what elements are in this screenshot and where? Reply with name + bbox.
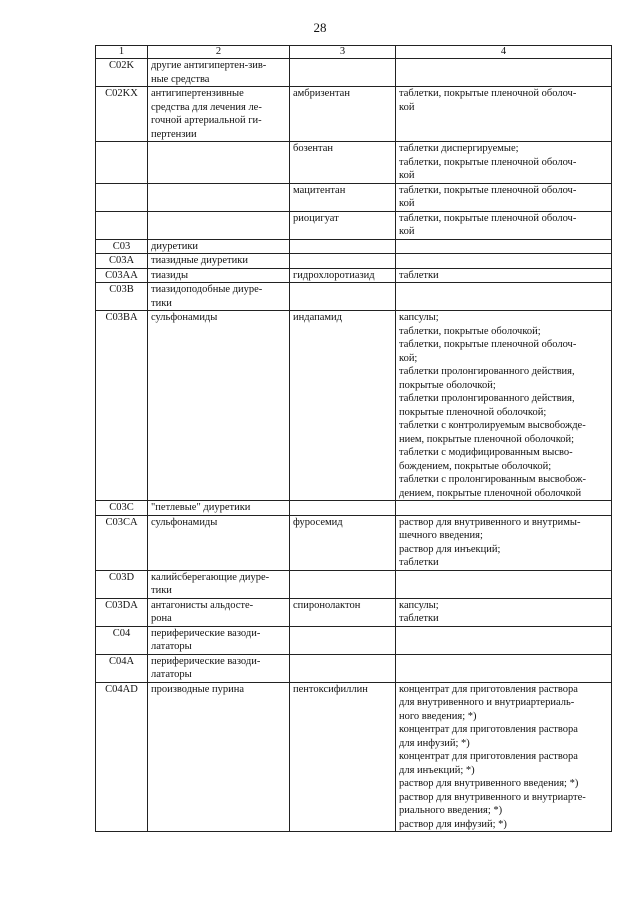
cell-text-line: тиазидоподобные диуре- xyxy=(151,284,263,295)
cell-text-line: таблетки с контролируемым высвобожде- xyxy=(399,420,586,431)
group-name-cell xyxy=(148,654,290,682)
cell-text-line: мацитентан xyxy=(293,184,346,196)
cell-text-line: капсулы; xyxy=(399,599,439,611)
atc-code-cell: C04A xyxy=(96,654,148,682)
group-name-cell xyxy=(148,626,290,654)
group-name-cell xyxy=(148,515,290,570)
atc-code-cell: C03AA xyxy=(96,268,148,283)
group-name-cell xyxy=(148,142,290,184)
cell-text-line: таблетки пролонгированного действия, xyxy=(399,393,575,404)
atc-code-cell xyxy=(96,211,148,239)
table-row xyxy=(96,142,612,184)
cell-text-line: тики xyxy=(151,297,172,309)
cell-text-line: таблетки пролонгированного действия, xyxy=(399,366,575,377)
atc-code-cell: C03CA xyxy=(96,515,148,570)
cell-text-line: раствор для внутривенного введения; *) xyxy=(399,778,579,789)
cell-text-line: таблетки, покрытые пленочной оболоч- xyxy=(399,184,577,196)
atc-code-cell: C03A xyxy=(96,254,148,269)
dosage-form-cell xyxy=(396,515,612,570)
cell-text-line: нием, покрытые пленочной оболочкой; xyxy=(399,433,575,445)
cell-text-line: лататоры xyxy=(151,669,192,680)
table-row xyxy=(96,254,612,269)
cell-text-line: пертензии xyxy=(151,128,197,140)
dosage-form-cell xyxy=(396,626,612,654)
group-name-cell xyxy=(148,501,290,516)
drug-table xyxy=(95,45,612,832)
atc-code-cell: C03DA xyxy=(96,598,148,626)
table-row xyxy=(96,311,612,501)
drug-name-cell xyxy=(290,311,396,501)
cell-text-line: тиазидные диуретики xyxy=(151,255,248,266)
cell-text-line: для инфузий; *) xyxy=(399,737,470,749)
dosage-form-cell xyxy=(396,268,612,283)
cell-text-line: индапамид xyxy=(293,312,342,323)
group-name-cell xyxy=(148,283,290,311)
drug-name-cell xyxy=(290,211,396,239)
cell-text-line: сульфонамиды xyxy=(151,516,218,528)
cell-text-line: другие антигипертен-зив- xyxy=(151,60,267,71)
cell-text-line: таблетки диспергируемые; xyxy=(399,143,519,154)
column-header: 2 xyxy=(148,46,290,59)
cell-text-line: таблетки xyxy=(399,269,439,281)
table-row xyxy=(96,211,612,239)
group-name-cell xyxy=(148,239,290,254)
table-row xyxy=(96,570,612,598)
cell-text-line: капсулы; xyxy=(399,312,439,323)
group-name-cell xyxy=(148,211,290,239)
drug-name-cell xyxy=(290,283,396,311)
cell-text-line: кой xyxy=(399,198,415,209)
cell-text-line: риального введения; *) xyxy=(399,805,503,816)
atc-code-cell: C03BA xyxy=(96,311,148,501)
cell-text-line: гочной артериальной ги- xyxy=(151,115,262,126)
cell-text-line: таблетки с модифицированным высво- xyxy=(399,447,573,458)
dosage-form-cell xyxy=(396,183,612,211)
column-header: 3 xyxy=(290,46,396,59)
drug-name-cell xyxy=(290,239,396,254)
cell-text-line: тики xyxy=(151,585,172,596)
dosage-form-cell xyxy=(396,654,612,682)
cell-text-line: раствор для инфузий; *) xyxy=(399,818,507,830)
table-row xyxy=(96,682,612,832)
cell-text-line: раствор для внутривенного и внутримы- xyxy=(399,516,581,528)
dosage-form-cell xyxy=(396,283,612,311)
cell-text-line: фуросемид xyxy=(293,516,343,528)
drug-name-cell xyxy=(290,142,396,184)
cell-text-line: риоцигуат xyxy=(293,212,339,224)
drug-name-cell xyxy=(290,254,396,269)
group-name-cell xyxy=(148,183,290,211)
drug-name-cell xyxy=(290,268,396,283)
cell-text-line: тиазиды xyxy=(151,269,189,281)
atc-code-cell xyxy=(96,142,148,184)
drug-name-cell xyxy=(290,87,396,142)
group-name-cell xyxy=(148,87,290,142)
drug-name-cell xyxy=(290,501,396,516)
cell-text-line: таблетки xyxy=(399,557,439,568)
drug-name-cell xyxy=(290,626,396,654)
group-name-cell xyxy=(148,570,290,598)
atc-code-cell: C02K xyxy=(96,59,148,87)
table-row xyxy=(96,501,612,516)
cell-text-line: концентрат для приготовления раствора xyxy=(399,724,578,735)
cell-text-line: таблетки, покрытые пленочной оболоч- xyxy=(399,156,577,168)
cell-text-line: раствор для внутривенного и внутриарте- xyxy=(399,791,586,803)
group-name-cell xyxy=(148,268,290,283)
drug-name-cell xyxy=(290,598,396,626)
cell-text-line: концентрат для приготовления раствора xyxy=(399,751,578,762)
dosage-form-cell xyxy=(396,311,612,501)
drug-name-cell xyxy=(290,682,396,832)
cell-text-line: для инъекций; *) xyxy=(399,764,475,776)
cell-text-line: "петлевые" диуретики xyxy=(151,502,251,513)
atc-code-cell: C04 xyxy=(96,626,148,654)
table-row xyxy=(96,626,612,654)
cell-text-line: кой xyxy=(399,101,415,113)
cell-text-line: кой xyxy=(399,170,415,181)
cell-text-line: гидрохлоротиазид xyxy=(293,269,375,281)
cell-text-line: периферические вазоди- xyxy=(151,655,261,667)
dosage-form-cell xyxy=(396,254,612,269)
table-row xyxy=(96,183,612,211)
cell-text-line: концентрат для приготовления раствора xyxy=(399,683,578,695)
cell-text-line: пентоксифиллин xyxy=(293,683,368,695)
atc-code-cell: C03 xyxy=(96,239,148,254)
drug-name-cell xyxy=(290,570,396,598)
cell-text-line: кой xyxy=(399,226,415,237)
cell-text-line: таблетки, покрытые пленочной оболоч- xyxy=(399,88,577,99)
cell-text-line: бозентан xyxy=(293,143,334,154)
drug-name-cell xyxy=(290,515,396,570)
dosage-form-cell xyxy=(396,87,612,142)
atc-code-cell: C03B xyxy=(96,283,148,311)
table-row xyxy=(96,654,612,682)
cell-text-line: производные пурина xyxy=(151,683,245,695)
table-row xyxy=(96,283,612,311)
dosage-form-cell xyxy=(396,59,612,87)
group-name-cell xyxy=(148,598,290,626)
cell-text-line: для внутривенного и внутриартериаль- xyxy=(399,697,575,708)
cell-text-line: сульфонамиды xyxy=(151,312,218,323)
dosage-form-cell xyxy=(396,598,612,626)
cell-text-line: диуретики xyxy=(151,240,199,252)
page-number: 28 xyxy=(313,20,327,35)
drug-name-cell xyxy=(290,654,396,682)
table-row xyxy=(96,268,612,283)
cell-text-line: кой; xyxy=(399,352,418,364)
atc-code-cell: C04AD xyxy=(96,682,148,832)
dosage-form-cell xyxy=(396,682,612,832)
atc-code-cell: C03D xyxy=(96,570,148,598)
drug-name-cell xyxy=(290,59,396,87)
cell-text-line: периферические вазоди- xyxy=(151,627,261,639)
table-row xyxy=(96,598,612,626)
cell-text-line: дением, покрытые пленочной оболочкой xyxy=(399,487,582,499)
atc-code-cell xyxy=(96,183,148,211)
cell-text-line: ные средства xyxy=(151,73,210,85)
cell-text-line: покрытые пленочной оболочкой; xyxy=(399,406,547,418)
table-header-row xyxy=(96,46,612,59)
cell-text-line: лататоры xyxy=(151,641,192,652)
cell-text-line: антагонисты альдосте- xyxy=(151,599,254,611)
column-header: 1 xyxy=(96,46,148,59)
drug-name-cell xyxy=(290,183,396,211)
table-row xyxy=(96,59,612,87)
dosage-form-cell xyxy=(396,570,612,598)
cell-text-line: шечного введения; xyxy=(399,530,483,541)
dosage-form-cell xyxy=(396,239,612,254)
cell-text-line: бождением, покрытые оболочкой; xyxy=(399,460,552,472)
cell-text-line: средства для лечения ле- xyxy=(151,101,262,113)
cell-text-line: таблетки с пролонгированным высвобож- xyxy=(399,474,587,485)
cell-text-line: рона xyxy=(151,613,172,624)
table-row xyxy=(96,239,612,254)
table-row xyxy=(96,87,612,142)
group-name-cell xyxy=(148,682,290,832)
dosage-form-cell xyxy=(396,501,612,516)
column-header: 4 xyxy=(396,46,612,59)
cell-text-line: покрытые оболочкой; xyxy=(399,379,496,391)
cell-text-line: раствор для инъекций; xyxy=(399,543,501,555)
table-row xyxy=(96,515,612,570)
cell-text-line: антигипертензивные xyxy=(151,88,244,99)
atc-code-cell: C03C xyxy=(96,501,148,516)
atc-code-cell: C02KX xyxy=(96,87,148,142)
cell-text-line: спиронолактон xyxy=(293,599,361,611)
group-name-cell xyxy=(148,254,290,269)
cell-text-line: ного введения; *) xyxy=(399,710,477,722)
table-body xyxy=(96,59,612,832)
dosage-form-cell xyxy=(396,142,612,184)
cell-text-line: таблетки xyxy=(399,613,439,624)
cell-text-line: калийсберегающие диуре- xyxy=(151,571,270,583)
cell-text-line: таблетки, покрытые оболочкой; xyxy=(399,325,541,337)
cell-text-line: таблетки, покрытые пленочной оболоч- xyxy=(399,339,577,350)
cell-text-line: амбризентан xyxy=(293,88,350,99)
group-name-cell xyxy=(148,59,290,87)
cell-text-line: таблетки, покрытые пленочной оболоч- xyxy=(399,212,577,224)
group-name-cell xyxy=(148,311,290,501)
dosage-form-cell xyxy=(396,211,612,239)
